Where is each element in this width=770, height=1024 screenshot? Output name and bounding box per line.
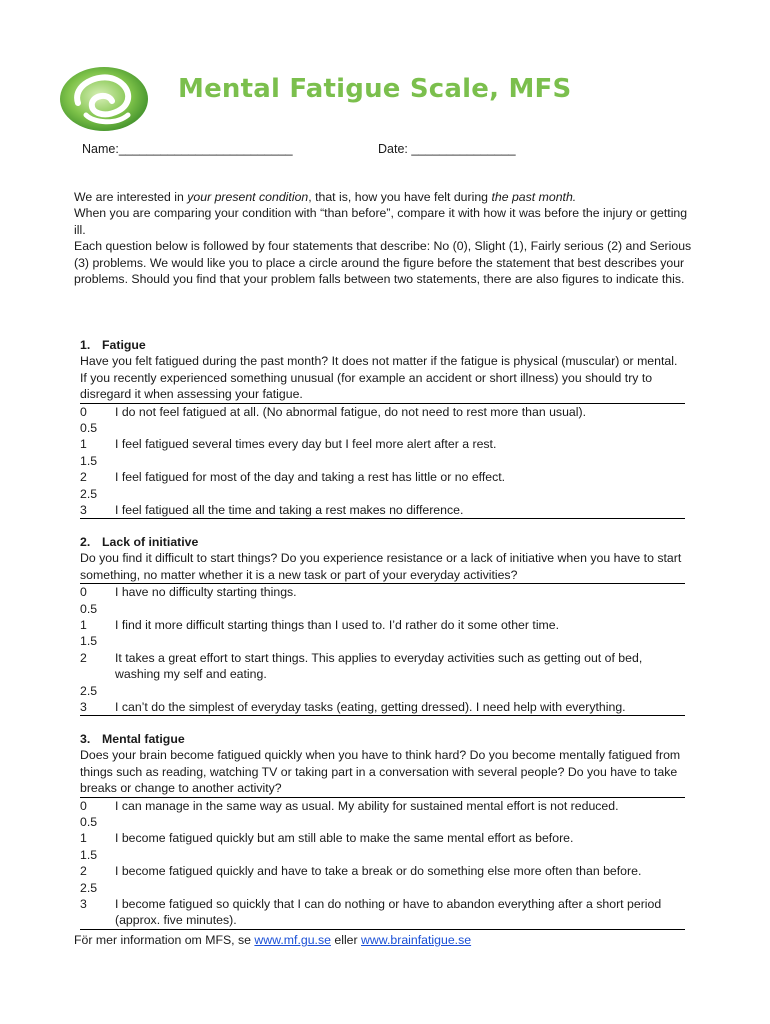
rating-option[interactable] bbox=[80, 880, 685, 896]
rating-value[interactable]: 1.5 bbox=[80, 847, 98, 862]
section-lack-of-initiative bbox=[80, 534, 685, 716]
rating-value[interactable]: 2 bbox=[80, 864, 87, 879]
rating-statement bbox=[115, 486, 685, 502]
section-question: Have you felt fatigued during the past month? It does not matter if the fatigue is physical (muscular) or mental. If you recently experienced something unusual (for example an accident or short illness) you should try to disregard it when assessing your fatigue. bbox=[80, 354, 678, 402]
rating-statement bbox=[115, 633, 685, 649]
rating-value[interactable]: 0.5 bbox=[80, 815, 98, 830]
section-heading-text: Lack of initiative bbox=[102, 535, 199, 549]
rating-option[interactable] bbox=[80, 633, 685, 649]
rating-statement: I find it more difficult starting things than I used to. I’d rather do it some other time. bbox=[115, 618, 560, 633]
rating-statement: I become fatigued quickly and have to take a break or do something else more often than before. bbox=[115, 864, 642, 879]
rating-statement bbox=[115, 453, 685, 469]
page-title: Mental Fatigue Scale, MFS bbox=[178, 74, 572, 104]
rating-statement bbox=[115, 601, 685, 617]
rating-statement: I can manage in the same way as usual. My ability for sustained mental effort is not reduced. bbox=[115, 798, 619, 813]
rating-statement: I become fatigued so quickly that I can do nothing or have to abandon everything after a short period (approx. five minutes). bbox=[115, 897, 662, 928]
rating-option[interactable] bbox=[80, 683, 685, 699]
rating-value[interactable]: 1 bbox=[80, 618, 87, 633]
rating-options bbox=[80, 797, 685, 930]
rating-option[interactable] bbox=[80, 404, 685, 420]
rating-option[interactable] bbox=[80, 699, 685, 715]
rating-value[interactable]: 3 bbox=[80, 897, 87, 912]
rating-value[interactable]: 2 bbox=[80, 470, 87, 485]
rating-option[interactable] bbox=[80, 830, 685, 846]
section-question: Do you find it difficult to start things? Do you experience resistance or a lack of initiative when you have to start something, no matter whether it is a new task or part of your everyday activities? bbox=[80, 551, 682, 582]
section-heading-text: Mental fatigue bbox=[102, 732, 185, 746]
brain-logo bbox=[58, 63, 150, 133]
rating-value[interactable]: 3 bbox=[80, 503, 87, 518]
section-heading-text: Fatigue bbox=[102, 338, 146, 352]
rating-option[interactable] bbox=[80, 469, 685, 485]
rating-option[interactable] bbox=[80, 584, 685, 600]
rating-option[interactable] bbox=[80, 863, 685, 879]
section-heading bbox=[80, 534, 685, 550]
rating-option[interactable] bbox=[80, 650, 685, 683]
rating-value[interactable]: 0 bbox=[80, 404, 87, 419]
section-heading bbox=[80, 337, 685, 353]
section-number: 2. bbox=[80, 535, 91, 549]
section-fatigue bbox=[80, 337, 685, 519]
rating-value[interactable]: 0.5 bbox=[80, 421, 98, 436]
rating-option[interactable] bbox=[80, 814, 685, 830]
rating-statement: I have no difficulty starting things. bbox=[115, 585, 297, 600]
rating-value[interactable]: 1 bbox=[80, 831, 87, 846]
rating-value[interactable]: 1 bbox=[80, 437, 87, 452]
rating-value[interactable]: 2 bbox=[80, 650, 87, 665]
link-mf-gu[interactable]: www.mf.gu.se bbox=[254, 933, 331, 947]
rating-statement: I become fatigued quickly but am still able to make the same mental effort as before. bbox=[115, 831, 574, 846]
rating-statement bbox=[115, 683, 685, 699]
rating-option[interactable] bbox=[80, 436, 685, 452]
rating-value[interactable]: 2.5 bbox=[80, 683, 98, 698]
rating-statement: It takes a great effort to start things. This applies to everyday activities such as getting out of bed, washing my self and eating. bbox=[115, 650, 643, 682]
intro-text bbox=[74, 189, 694, 287]
rating-statement: I do not feel fatigued at all. (No abnormal fatigue, do not need to rest more than usual). bbox=[115, 404, 586, 419]
rating-statement bbox=[115, 880, 685, 896]
section-question: Does your brain become fatigued quickly when you have to think hard? Do you become mentally fatigued from things such as reading, watching TV or taking part in a conversation with several people? Do you have to take breaks or change to another activity? bbox=[80, 748, 681, 796]
rating-value[interactable]: 1.5 bbox=[80, 634, 98, 649]
rating-statement bbox=[115, 814, 685, 830]
rating-option[interactable] bbox=[80, 453, 685, 469]
date-field[interactable]: Date: _______________ bbox=[378, 142, 516, 156]
intro-paragraph-2: When you are comparing your condition with “than before”, compare it with how it was before the injury or getting ill. bbox=[74, 206, 688, 237]
intro-paragraph-3: Each question below is followed by four statements that describe: No (0), Slight (1), Fairly serious (2) and Serious (3) problems. We would like you to place a circle around the figure before the statement that best describes your problems. Should you find that your problem falls between two statements, there are also figures to indicate this. bbox=[74, 239, 692, 287]
rating-value[interactable]: 0 bbox=[80, 585, 87, 600]
rating-option[interactable] bbox=[80, 847, 685, 863]
rating-statement bbox=[115, 847, 685, 863]
rating-options bbox=[80, 583, 685, 716]
section-number: 1. bbox=[80, 338, 91, 352]
rating-value[interactable]: 2.5 bbox=[80, 880, 98, 895]
section-mental-fatigue bbox=[80, 731, 685, 930]
intro-paragraph-1: We are interested in your present condition, that is, how you have felt during the past month. bbox=[74, 190, 577, 204]
rating-value[interactable]: 1.5 bbox=[80, 453, 98, 468]
rating-value[interactable]: 2.5 bbox=[80, 486, 98, 501]
rating-statement: I feel fatigued all the time and taking a rest makes no difference. bbox=[115, 503, 464, 518]
rating-value[interactable]: 0 bbox=[80, 798, 87, 813]
rating-option[interactable] bbox=[80, 896, 685, 929]
section-number: 3. bbox=[80, 732, 91, 746]
footer-info: För mer information om MFS, se www.mf.gu.se eller www.brainfatigue.se bbox=[74, 933, 472, 947]
rating-value[interactable]: 3 bbox=[80, 700, 87, 715]
rating-statement: I feel fatigued several times every day but I feel more alert after a rest. bbox=[115, 437, 497, 452]
rating-options bbox=[80, 403, 685, 520]
rating-option[interactable] bbox=[80, 798, 685, 814]
rating-option[interactable] bbox=[80, 601, 685, 617]
rating-option[interactable] bbox=[80, 502, 685, 518]
rating-value[interactable]: 0.5 bbox=[80, 601, 98, 616]
rating-option[interactable] bbox=[80, 486, 685, 502]
section-heading bbox=[80, 731, 685, 747]
name-field[interactable]: Name:_________________________ bbox=[82, 142, 293, 156]
rating-statement: I feel fatigued for most of the day and taking a rest has little or no effect. bbox=[115, 470, 506, 485]
rating-statement bbox=[115, 420, 685, 436]
rating-option[interactable] bbox=[80, 420, 685, 436]
link-brainfatigue[interactable]: www.brainfatigue.se bbox=[361, 933, 472, 947]
rating-option[interactable] bbox=[80, 617, 685, 633]
rating-statement: I can’t do the simplest of everyday tasks (eating, getting dressed). I need help with everything. bbox=[115, 700, 626, 715]
